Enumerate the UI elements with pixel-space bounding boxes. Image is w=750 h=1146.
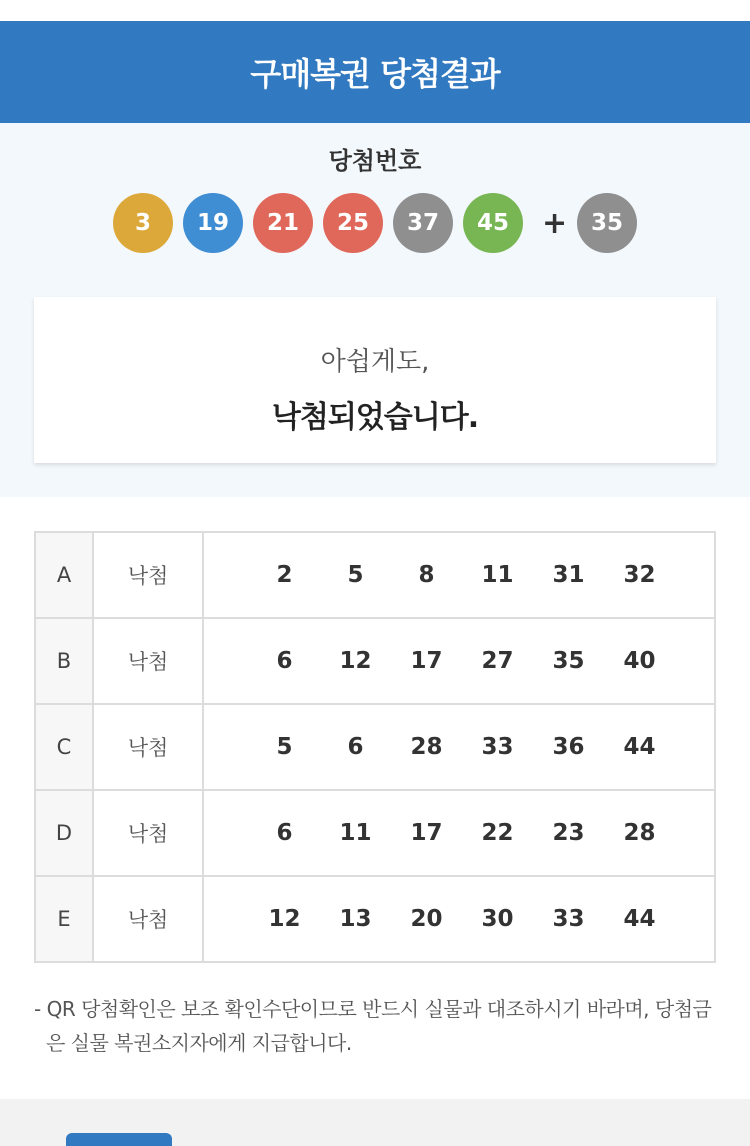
winning-ball: 19 bbox=[183, 193, 243, 253]
game-number: 44 bbox=[623, 734, 656, 760]
game-number: 28 bbox=[410, 734, 443, 760]
game-number: 17 bbox=[410, 820, 443, 846]
game-number: 6 bbox=[276, 648, 293, 674]
bottom-area bbox=[0, 1099, 750, 1146]
table-row bbox=[35, 532, 715, 618]
game-id: B bbox=[35, 618, 93, 704]
game-id: A bbox=[35, 532, 93, 618]
game-number: 8 bbox=[418, 562, 435, 588]
winning-numbers-section bbox=[0, 123, 750, 497]
page-title: 구매복권 당첨결과 bbox=[250, 55, 500, 93]
game-id: C bbox=[35, 704, 93, 790]
winning-ball: 21 bbox=[253, 193, 313, 253]
game-id: D bbox=[35, 790, 93, 876]
game-number: 23 bbox=[552, 820, 585, 846]
winning-ball: 25 bbox=[323, 193, 383, 253]
game-number: 28 bbox=[623, 820, 656, 846]
game-number: 31 bbox=[552, 562, 585, 588]
game-number: 33 bbox=[552, 906, 585, 932]
game-numbers bbox=[203, 876, 715, 962]
game-number: 11 bbox=[339, 820, 372, 846]
plus-sign: + bbox=[542, 205, 568, 241]
game-number: 6 bbox=[276, 820, 293, 846]
notice-line1: - QR 당첨확인은 보조 확인수단이므로 반드시 실물과 대조하시기 바라며, 당첨금 bbox=[34, 997, 712, 1021]
winning-balls bbox=[0, 193, 750, 253]
game-result: 낙첨 bbox=[93, 618, 203, 704]
game-number: 44 bbox=[623, 906, 656, 932]
notice-text bbox=[34, 992, 724, 1060]
game-number: 27 bbox=[481, 648, 514, 674]
winning-ball: 3 bbox=[113, 193, 173, 253]
table-row bbox=[35, 790, 715, 876]
game-number: 2 bbox=[276, 562, 293, 588]
game-number: 33 bbox=[481, 734, 514, 760]
game-numbers bbox=[203, 790, 715, 876]
game-number: 6 bbox=[347, 734, 364, 760]
games-table bbox=[34, 531, 716, 963]
game-number: 30 bbox=[481, 906, 514, 932]
result-card bbox=[34, 297, 716, 463]
result-message-line2: 낙첨되었습니다. bbox=[271, 400, 479, 435]
game-number: 20 bbox=[410, 906, 443, 932]
winning-numbers-label: 당첨번호 bbox=[328, 147, 422, 175]
game-result: 낙첨 bbox=[93, 532, 203, 618]
game-number: 11 bbox=[481, 562, 514, 588]
game-number: 12 bbox=[268, 906, 301, 932]
page-header bbox=[0, 21, 750, 123]
table-row bbox=[35, 876, 715, 962]
table-row bbox=[35, 618, 715, 704]
game-numbers bbox=[203, 704, 715, 790]
game-number: 12 bbox=[339, 648, 372, 674]
game-numbers bbox=[203, 618, 715, 704]
game-number: 5 bbox=[276, 734, 293, 760]
game-result: 낙첨 bbox=[93, 876, 203, 962]
bonus-ball: 35 bbox=[577, 193, 637, 253]
game-result: 낙첨 bbox=[93, 704, 203, 790]
notice-line2: 은 실물 복권소지자에게 지급합니다. bbox=[46, 1031, 352, 1055]
winning-ball: 45 bbox=[463, 193, 523, 253]
game-number: 5 bbox=[347, 562, 364, 588]
game-number: 32 bbox=[623, 562, 656, 588]
bottom-button[interactable] bbox=[66, 1133, 172, 1146]
winning-ball: 37 bbox=[393, 193, 453, 253]
result-message-line1: 아쉽게도, bbox=[320, 347, 430, 377]
game-result: 낙첨 bbox=[93, 790, 203, 876]
game-number: 13 bbox=[339, 906, 372, 932]
game-id: E bbox=[35, 876, 93, 962]
game-number: 40 bbox=[623, 648, 656, 674]
game-numbers bbox=[203, 532, 715, 618]
table-row bbox=[35, 704, 715, 790]
game-number: 36 bbox=[552, 734, 585, 760]
top-strip bbox=[0, 0, 750, 21]
game-number: 35 bbox=[552, 648, 585, 674]
game-number: 22 bbox=[481, 820, 514, 846]
game-number: 17 bbox=[410, 648, 443, 674]
